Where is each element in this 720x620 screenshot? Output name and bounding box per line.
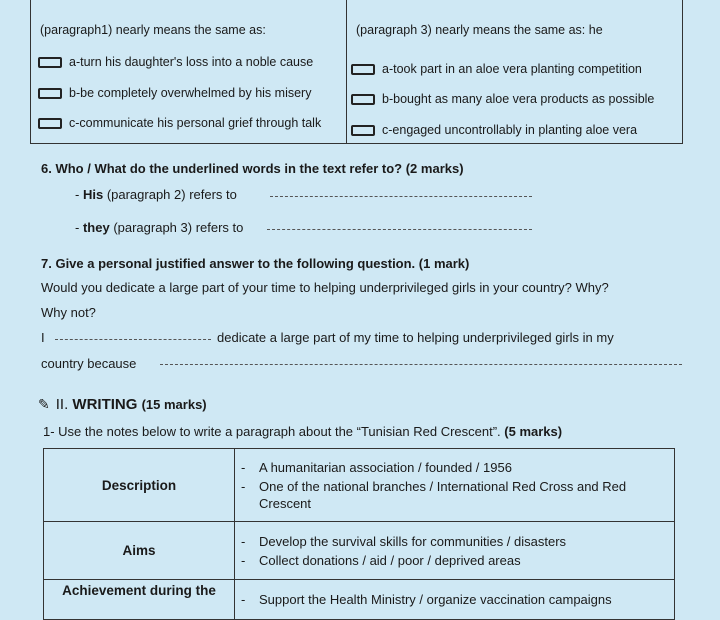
q7-answer-rest: dedicate a large part of my time to helping underprivileged girls in my	[217, 330, 614, 345]
q7-answer-line[interactable]	[160, 364, 682, 365]
notes-row-description	[44, 449, 675, 522]
q5a-option-c[interactable]: c-communicate his personal grief through talk	[38, 116, 321, 130]
checkbox[interactable]	[38, 88, 62, 99]
q5-table	[30, 0, 683, 144]
q6-his-rest: (paragraph 2) refers to	[106, 187, 237, 202]
q7-question-line2: Why not?	[41, 305, 96, 320]
writing-title: WRITING	[72, 396, 138, 413]
list-item: - One of the national branches / International Red Cross and Red Crescent	[241, 478, 666, 512]
notes-head-achievement: Achievement during the	[44, 580, 235, 620]
list-item: - Develop the survival skills for communities / disasters	[241, 533, 666, 550]
q5b-option-c[interactable]: c-engaged uncontrollably in planting aloe vera	[351, 123, 637, 137]
checkbox[interactable]	[351, 64, 375, 75]
list-item: - Support the Health Ministry / organize vaccination campaigns	[241, 591, 666, 608]
notes-head-aims: Aims	[44, 522, 235, 580]
q6-they-rest: (paragraph 3) refers to	[113, 220, 244, 235]
q7-answer-line2: country because	[41, 356, 137, 371]
notes-row-aims	[44, 522, 675, 580]
checkbox[interactable]	[351, 94, 375, 105]
q6-his-word: His	[82, 187, 104, 202]
q5-divider	[346, 0, 347, 143]
q7-question-line1: Would you dedicate a large part of your time to helping underprivileged girls in your country? Why?	[41, 280, 609, 295]
q5b-option-b[interactable]: b-bought as many aloe vera products as possible	[351, 92, 654, 106]
writing-task1: 1- Use the notes below to write a paragraph about the “Tunisian Red Crescent”. (5 marks)	[43, 424, 563, 439]
checkbox[interactable]	[38, 57, 62, 68]
q6-title: 6. Who / What do the underlined words in the text refer to? (2 marks)	[41, 161, 464, 176]
pen-icon: ✎	[38, 396, 50, 412]
checkbox[interactable]	[351, 125, 375, 136]
q5b-option-a[interactable]: a-took part in an aloe vera planting competition	[351, 62, 642, 76]
q6-they-answer-line[interactable]	[267, 229, 532, 230]
writing-numeral: II.	[55, 396, 69, 413]
writing-marks: (15 marks)	[141, 397, 207, 412]
notes-head-description: Description	[44, 449, 235, 522]
q5a-lead: (paragraph1) nearly means the same as:	[40, 23, 266, 37]
q7-answer-start: I	[41, 330, 45, 345]
q6-they-word: they	[82, 220, 110, 235]
writing-section-title	[38, 396, 207, 413]
q6-his-line: - His (paragraph 2) refers to	[75, 187, 237, 202]
q6-his-answer-line[interactable]	[270, 196, 532, 197]
q7-answer-blank[interactable]	[55, 339, 211, 340]
notes-table	[43, 448, 675, 620]
list-item: - A humanitarian association / founded / 1956	[241, 459, 666, 476]
q5a-option-b[interactable]: b-be completely overwhelmed by his misery	[38, 86, 311, 100]
q6-they-line: - they (paragraph 3) refers to	[75, 220, 244, 235]
list-item: - Collect donations / aid / poor / deprived areas	[241, 552, 666, 569]
q5b-lead: (paragraph 3) nearly means the same as: he	[356, 23, 603, 37]
checkbox[interactable]	[38, 118, 62, 129]
q5a-option-a[interactable]: a-turn his daughter's loss into a noble cause	[38, 55, 313, 69]
q7-title: 7. Give a personal justified answer to the following question. (1 mark)	[41, 256, 470, 271]
